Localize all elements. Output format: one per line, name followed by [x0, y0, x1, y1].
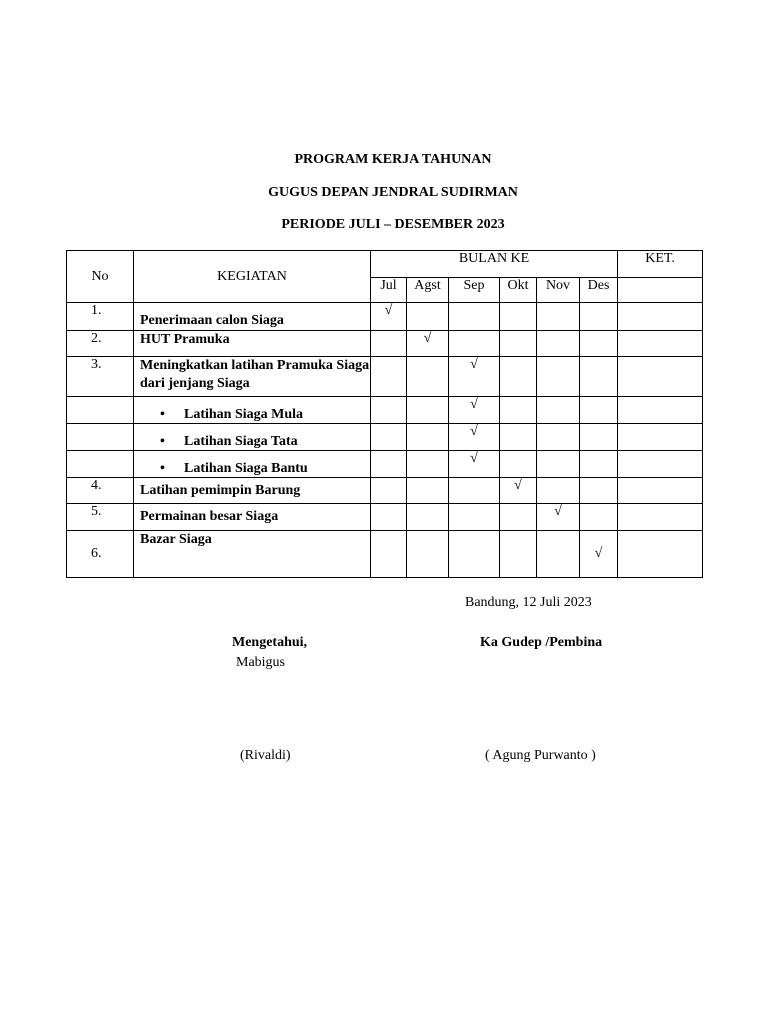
table-row — [67, 504, 703, 531]
month-cell — [371, 303, 407, 331]
ket-cell — [618, 451, 703, 478]
month-cell — [449, 451, 500, 478]
month-cell — [580, 424, 618, 451]
month-cell — [537, 397, 580, 424]
ket-cell — [618, 303, 703, 331]
table-row — [67, 424, 703, 451]
row-number: 6. — [67, 531, 134, 578]
month-cell — [500, 397, 537, 424]
document-subtitle: GUGUS DEPAN JENDRAL SUDIRMAN — [268, 185, 518, 200]
month-cell — [407, 424, 449, 451]
row-number — [67, 397, 134, 424]
program-table — [66, 250, 703, 578]
check-mark: √ — [384, 303, 393, 318]
header-kegiatan: KEGIATAN — [134, 251, 371, 303]
month-cell — [580, 331, 618, 357]
check-mark: √ — [554, 504, 562, 519]
row-number — [67, 424, 134, 451]
header-month: Agst — [407, 278, 449, 303]
signature-right-name: ( Agung Purwanto ) — [485, 748, 596, 763]
month-cell — [449, 303, 500, 331]
header-month: Nov — [537, 278, 580, 303]
month-cell — [371, 424, 407, 451]
month-cell — [537, 531, 580, 578]
month-cell — [407, 357, 449, 397]
header-month: Sep — [449, 278, 500, 303]
row-activity: Latihan pemimpin Barung — [134, 478, 371, 504]
table-row — [67, 531, 703, 578]
month-cell — [537, 478, 580, 504]
row-activity — [134, 397, 371, 424]
month-cell — [500, 478, 537, 504]
month-cell — [371, 451, 407, 478]
ket-cell — [618, 397, 703, 424]
signature-left-title: Mengetahui, — [232, 635, 308, 650]
table-row — [67, 451, 703, 478]
header-month: Okt — [500, 278, 537, 303]
month-cell — [500, 331, 537, 357]
row-number: 5. — [67, 504, 134, 531]
header-month: Des — [580, 278, 618, 303]
signature-left-name: (Rivaldi) — [240, 748, 291, 763]
row-number: 1. — [67, 303, 134, 331]
month-cell — [407, 504, 449, 531]
document-title: PROGRAM KERJA TAHUNAN — [294, 152, 492, 167]
document-period: PERIODE JULI – DESEMBER 2023 — [281, 217, 505, 232]
month-cell — [500, 451, 537, 478]
signature-right-title: Ka Gudep /Pembina — [480, 635, 603, 650]
month-cell — [500, 531, 537, 578]
check-mark: √ — [470, 424, 478, 439]
row-activity — [134, 424, 371, 451]
month-cell — [407, 478, 449, 504]
month-cell — [371, 478, 407, 504]
month-cell — [371, 504, 407, 531]
month-cell — [500, 424, 537, 451]
month-cell — [537, 424, 580, 451]
header-ket-empty — [618, 278, 703, 303]
month-cell — [449, 397, 500, 424]
row-activity-text: Latihan Siaga Bantu — [184, 461, 308, 476]
month-cell — [580, 504, 618, 531]
check-mark: √ — [423, 331, 432, 346]
table-row — [67, 331, 703, 357]
month-cell — [407, 303, 449, 331]
month-cell — [500, 357, 537, 397]
month-cell — [371, 357, 407, 397]
check-mark: √ — [470, 451, 478, 466]
month-cell — [407, 451, 449, 478]
row-activity: Permainan besar Siaga — [134, 504, 371, 531]
table-row — [67, 397, 703, 424]
month-cell — [449, 357, 500, 397]
ket-cell — [618, 357, 703, 397]
header-month: Jul — [371, 278, 407, 303]
row-activity: Meningkatkan latihan Pramuka Siaga dari jenjang Siaga — [134, 357, 371, 397]
month-cell — [580, 451, 618, 478]
place-date: Bandung, 12 Juli 2023 — [465, 595, 592, 610]
row-number: 4. — [67, 478, 134, 504]
month-cell — [537, 357, 580, 397]
ket-cell — [618, 424, 703, 451]
check-mark: √ — [514, 478, 522, 493]
month-cell — [580, 397, 618, 424]
row-activity: Bazar Siaga — [134, 531, 371, 578]
month-cell — [537, 451, 580, 478]
month-cell — [580, 357, 618, 397]
month-cell — [580, 303, 618, 331]
header-ket: KET. — [618, 251, 703, 278]
month-cell — [580, 531, 618, 578]
month-cell — [407, 531, 449, 578]
month-cell — [537, 504, 580, 531]
row-activity — [134, 451, 371, 478]
month-cell — [371, 397, 407, 424]
check-mark: √ — [470, 357, 478, 372]
month-cell — [449, 504, 500, 531]
row-number — [67, 451, 134, 478]
ket-cell — [618, 504, 703, 531]
ket-cell — [618, 331, 703, 357]
row-activity-text: Latihan Siaga Tata — [184, 434, 298, 449]
month-cell — [537, 331, 580, 357]
row-activity: Penerimaan calon Siaga — [134, 303, 371, 331]
table-row — [67, 357, 703, 397]
check-mark: √ — [470, 397, 478, 412]
month-cell — [449, 424, 500, 451]
header-bulan-ke: BULAN KE — [371, 251, 618, 278]
month-cell — [371, 331, 407, 357]
ket-cell — [618, 531, 703, 578]
table-row — [67, 303, 703, 331]
bullet-icon: • — [160, 461, 165, 476]
signature-left-role: Mabigus — [236, 655, 285, 670]
row-number: 3. — [67, 357, 134, 397]
month-cell — [449, 531, 500, 578]
month-cell — [580, 478, 618, 504]
ket-cell — [618, 478, 703, 504]
check-mark: √ — [594, 546, 603, 561]
row-number: 2. — [67, 331, 134, 357]
month-cell — [449, 331, 500, 357]
month-cell — [371, 531, 407, 578]
month-cell — [407, 397, 449, 424]
month-cell — [500, 303, 537, 331]
table-row — [67, 478, 703, 504]
month-cell — [500, 504, 537, 531]
row-activity: HUT Pramuka — [134, 331, 371, 357]
month-cell — [449, 478, 500, 504]
bullet-icon: • — [160, 434, 165, 449]
row-activity-text: Latihan Siaga Mula — [184, 407, 304, 422]
month-cell — [407, 331, 449, 357]
bullet-icon: • — [160, 407, 165, 422]
month-cell — [537, 303, 580, 331]
header-no: No — [67, 251, 134, 303]
